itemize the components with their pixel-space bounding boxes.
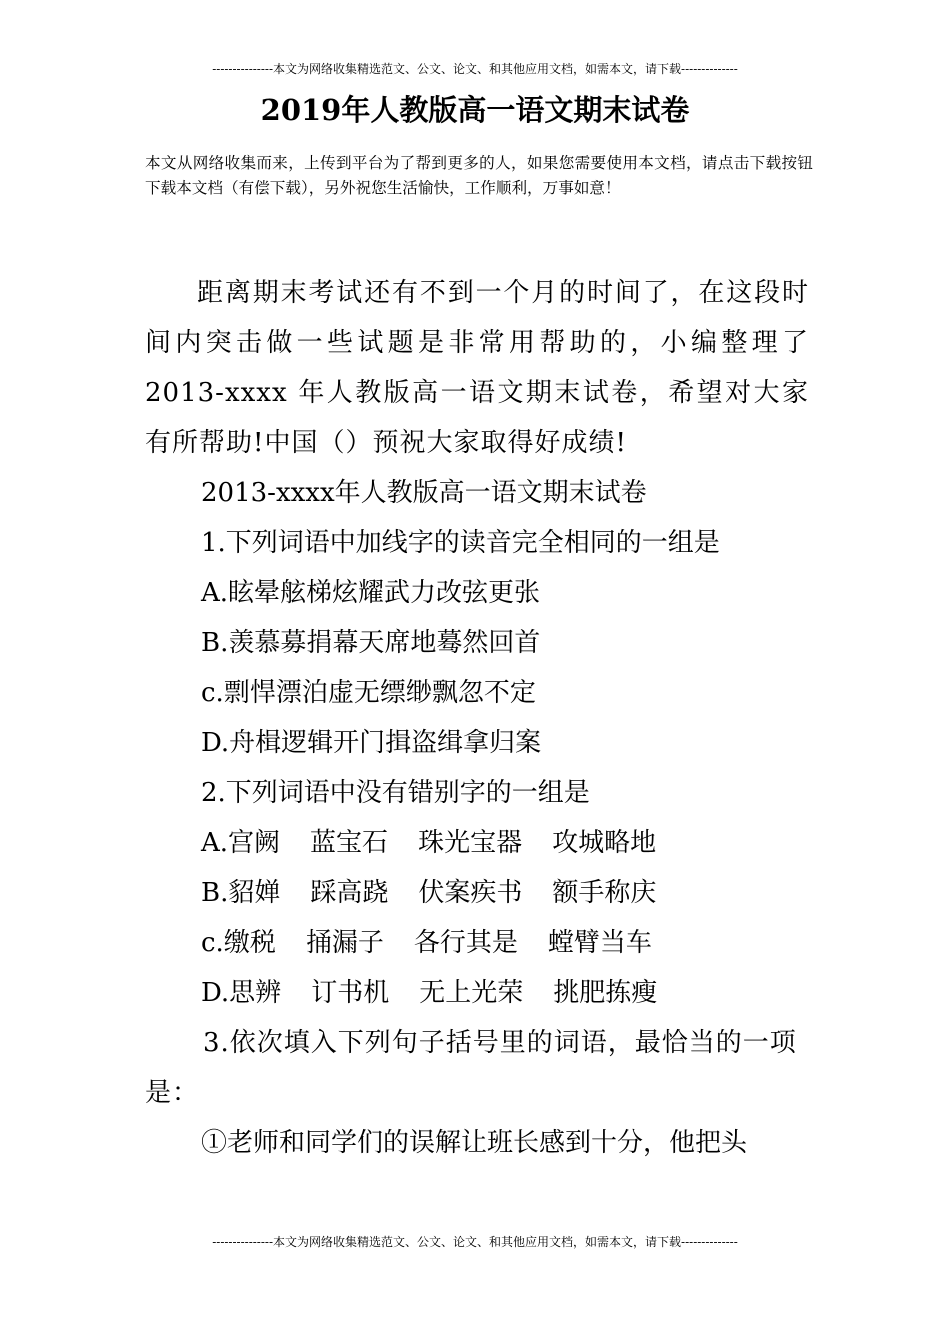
document-title: 2019年人教版高一语文期末试卷 [260,93,690,127]
option-word: 攻城略地 [552,828,657,858]
question-3-stem: 3.依次填入下列句子括号里的词语，最恰当的一项是： [145,1028,797,1108]
option-word: 踩高跷 [310,878,389,908]
option-word: B.貂婵 [201,878,281,908]
question-1-option-c: c.剽悍漂泊虚无缥缈飘忽不定 [201,678,536,708]
option-word: A.宫阙 [201,828,281,858]
option-word: 伏案疾书 [418,878,523,908]
question-2-option-b [145,868,809,918]
question-1-option-d: D.舟楫逻辑开门揖盗缉拿归案 [201,728,542,758]
question-2-option-a [145,818,809,868]
option-word: 挑肥拣瘦 [553,978,658,1008]
option-word: 各行其是 [413,928,518,958]
option-word: 无上光荣 [419,978,524,1008]
document-body [145,268,809,1168]
question-3-sentence-1: ①老师和同学们的误解让班长感到十分，他把头 [201,1128,748,1158]
question-1-option-a: A.眩晕舷梯炫耀武力改弦更张 [201,578,541,608]
question-2-stem: 2.下列词语中没有错别字的一组是 [201,778,590,808]
page-footer: ---------------本文为网络收集精选范文、公文、论文、和其他应用文档，如需本文，请下载-------------- [212,1235,738,1249]
option-word: 珠光宝器 [418,828,523,858]
page-header: ---------------本文为网络收集精选范文、公文、论文、和其他应用文档，如需本文，请下载-------------- [212,62,738,76]
option-word: c.缴税 [201,928,276,958]
exam-subtitle: 2013-xxxx年人教版高一语文期末试卷 [201,478,647,508]
option-word: 订书机 [311,978,390,1008]
option-word: D.思辨 [201,978,282,1008]
question-2-option-d [145,968,809,1018]
question-1-stem: 1.下列词语中加线字的读音完全相同的一组是 [201,528,720,558]
option-word: 蓝宝石 [310,828,389,858]
question-1-option-b: B.羡慕募捐幕天席地蓦然回首 [201,628,541,658]
question-2-option-c [145,918,809,968]
intro-paragraph: 距离期末考试还有不到一个月的时间了，在这段时间内突击做一些试题是非常用帮助的，小编整理了2013-xxxx 年人教版高一语文期末试卷，希望对大家有所帮助!中国（）预祝大家取得好成绩! [145,278,809,458]
option-word: 螳臂当车 [547,928,652,958]
option-word: 捅漏子 [305,928,384,958]
download-notice: 本文从网络收集而来，上传到平台为了帮到更多的人，如果您需要使用本文档，请点击下载按钮下载本文档（有偿下载），另外祝您生活愉快，工作顺利，万事如意！ [145,154,813,197]
option-word: 额手称庆 [552,878,657,908]
